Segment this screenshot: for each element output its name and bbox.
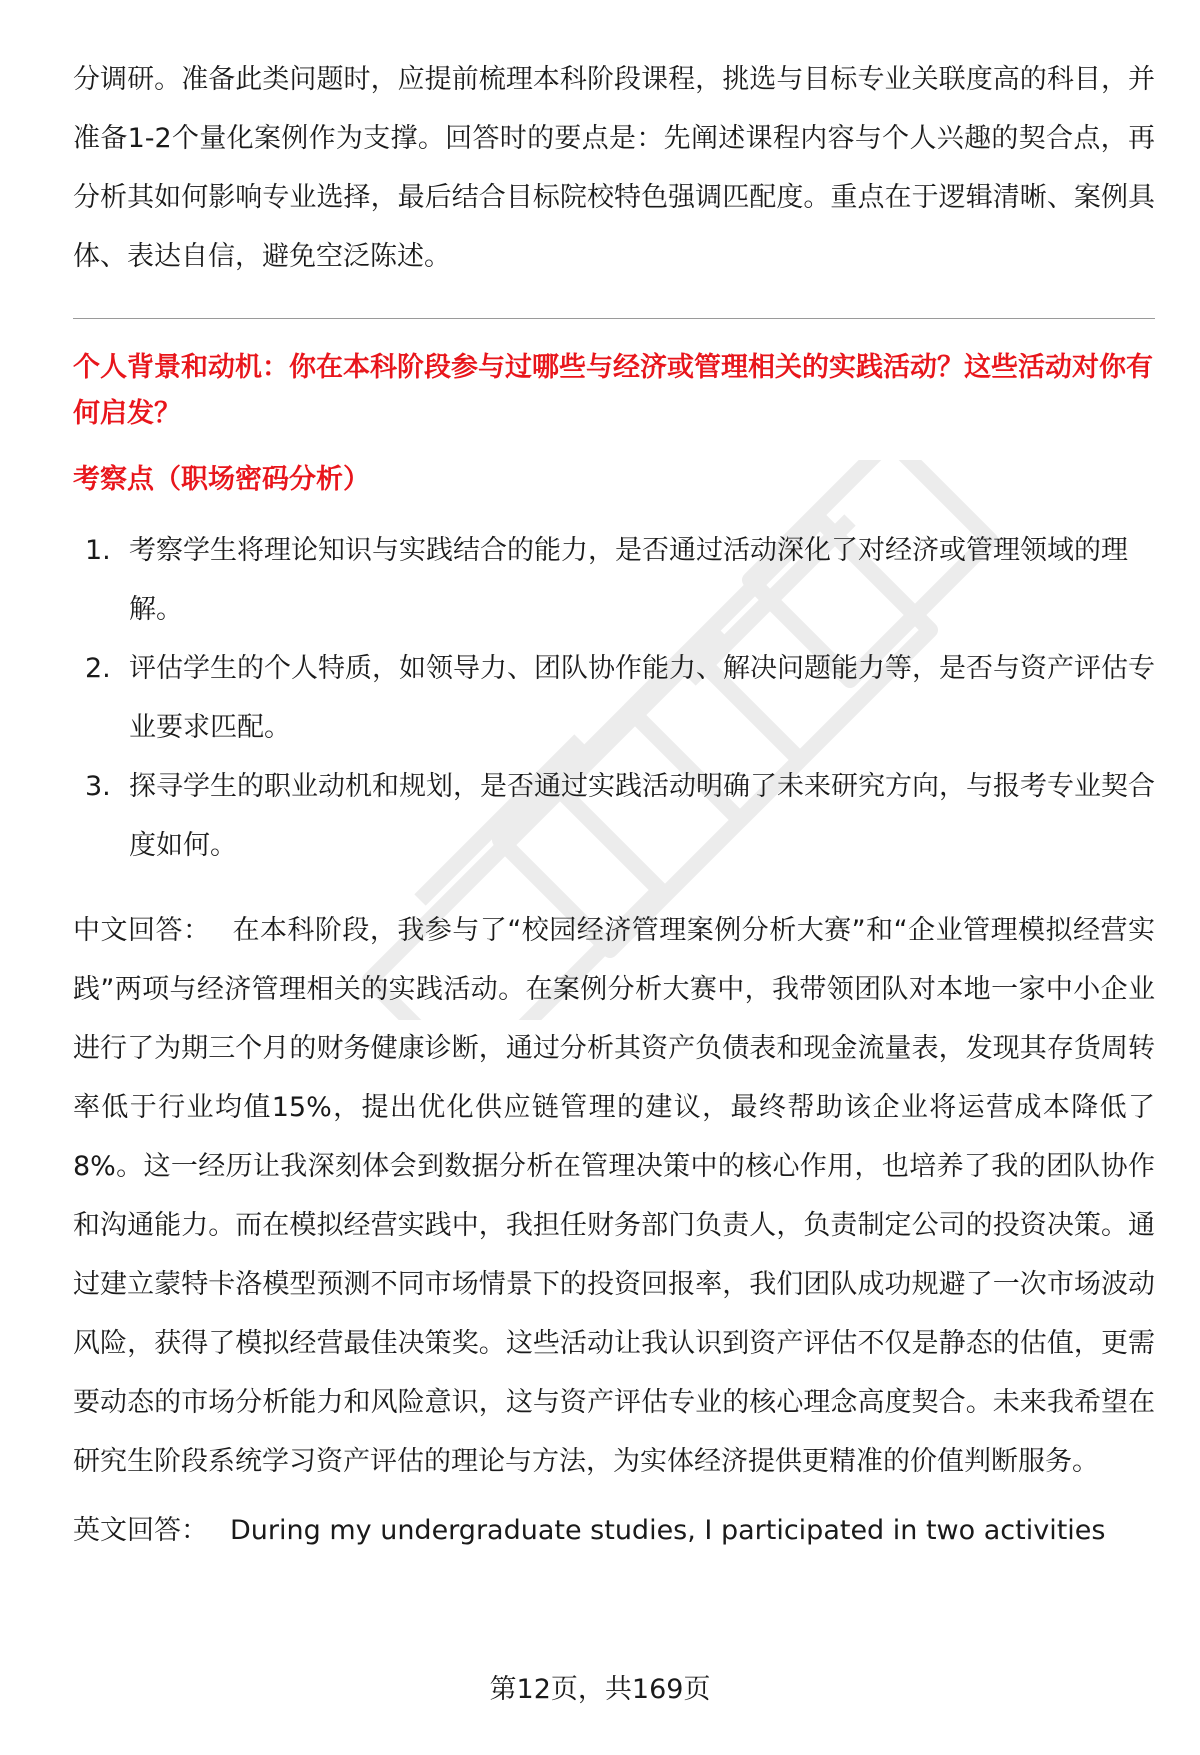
- list-item: [73, 521, 1155, 639]
- document-page: [73, 50, 1155, 1570]
- question-heading: 个人背景和动机：你在本科阶段参与过哪些与经济或管理相关的实践活动？这些活动对你有何启发？: [73, 352, 1153, 429]
- intro-paragraph: 分调研。准备此类问题时，应提前梳理本科阶段课程，挑选与目标专业关联度高的科目，并准备1-2个量化案例作为支撑。回答时的要点是：先阐述课程内容与个人兴趣的契合点，再分析其如何影响专业选择，最后结合目标院校特色强调匹配度。重点在于逻辑清晰、案例具体、表达自信，避免空泛陈述。: [73, 64, 1155, 272]
- english-answer-paragraph: [73, 1501, 1155, 1560]
- chinese-answer-paragraph: [73, 901, 1155, 1491]
- analysis-points-list: [73, 521, 1155, 875]
- list-item-text: 探寻学生的职业动机和规划，是否通过实践活动明确了未来研究方向，与报考专业契合度如何。: [129, 771, 1155, 861]
- section-divider: [73, 318, 1155, 319]
- chinese-answer-label: 中文回答：: [73, 915, 211, 946]
- english-answer-label: 英文回答：: [73, 1515, 208, 1546]
- chinese-answer-text: 在本科阶段，我参与了“校园经济管理案例分析大赛”和“企业管理模拟经营实践”两项与经济管理相关的实践活动。在案例分析大赛中，我带领团队对本地一家中小企业进行了为期三个月的财务健康诊断，通过分析其资产负债表和现金流量表，发现其存货周转率低于行业均值15%，提出优化供应链管理的建议，最终帮助该企业将运营成本降低了8%。这一经历让我深刻体会到数据分析在管理决策中的核心作用，也培养了我的团队协作和沟通能力。而在模拟经营实践中，我担任财务部门负责人，负责制定公司的投资决策。通过建立蒙特卡洛模型预测不同市场情景下的投资回报率，我们团队成功规避了一次市场波动风险，获得了模拟经营最佳决策奖。这些活动让我认识到资产评估不仅是静态的估值，更需要动态的市场分析能力和风险意识，这与资产评估专业的核心理念高度契合。未来我希望在研究生阶段系统学习资产评估的理论与方法，为实体经济提供更精准的价值判断服务。: [73, 915, 1156, 1477]
- list-item-text: 评估学生的个人特质，如领导力、团队协作能力、解决问题能力等，是否与资产评估专业要求匹配。: [129, 653, 1155, 743]
- list-item-number: 3.: [85, 771, 111, 802]
- list-item-number: 2.: [85, 653, 111, 684]
- list-item: [73, 639, 1155, 757]
- list-item-text: 考察学生将理论知识与实践结合的能力，是否通过活动深化了对经济或管理领域的理解。: [129, 535, 1128, 625]
- english-answer-text: During my undergraduate studies, I participated in two activities: [230, 1515, 1106, 1546]
- analysis-section-title: 考察点（职场密码分析）: [73, 464, 370, 495]
- list-item: [73, 757, 1155, 875]
- list-item-number: 1.: [85, 535, 111, 566]
- page-number-footer: 第12页，共169页: [489, 1674, 711, 1705]
